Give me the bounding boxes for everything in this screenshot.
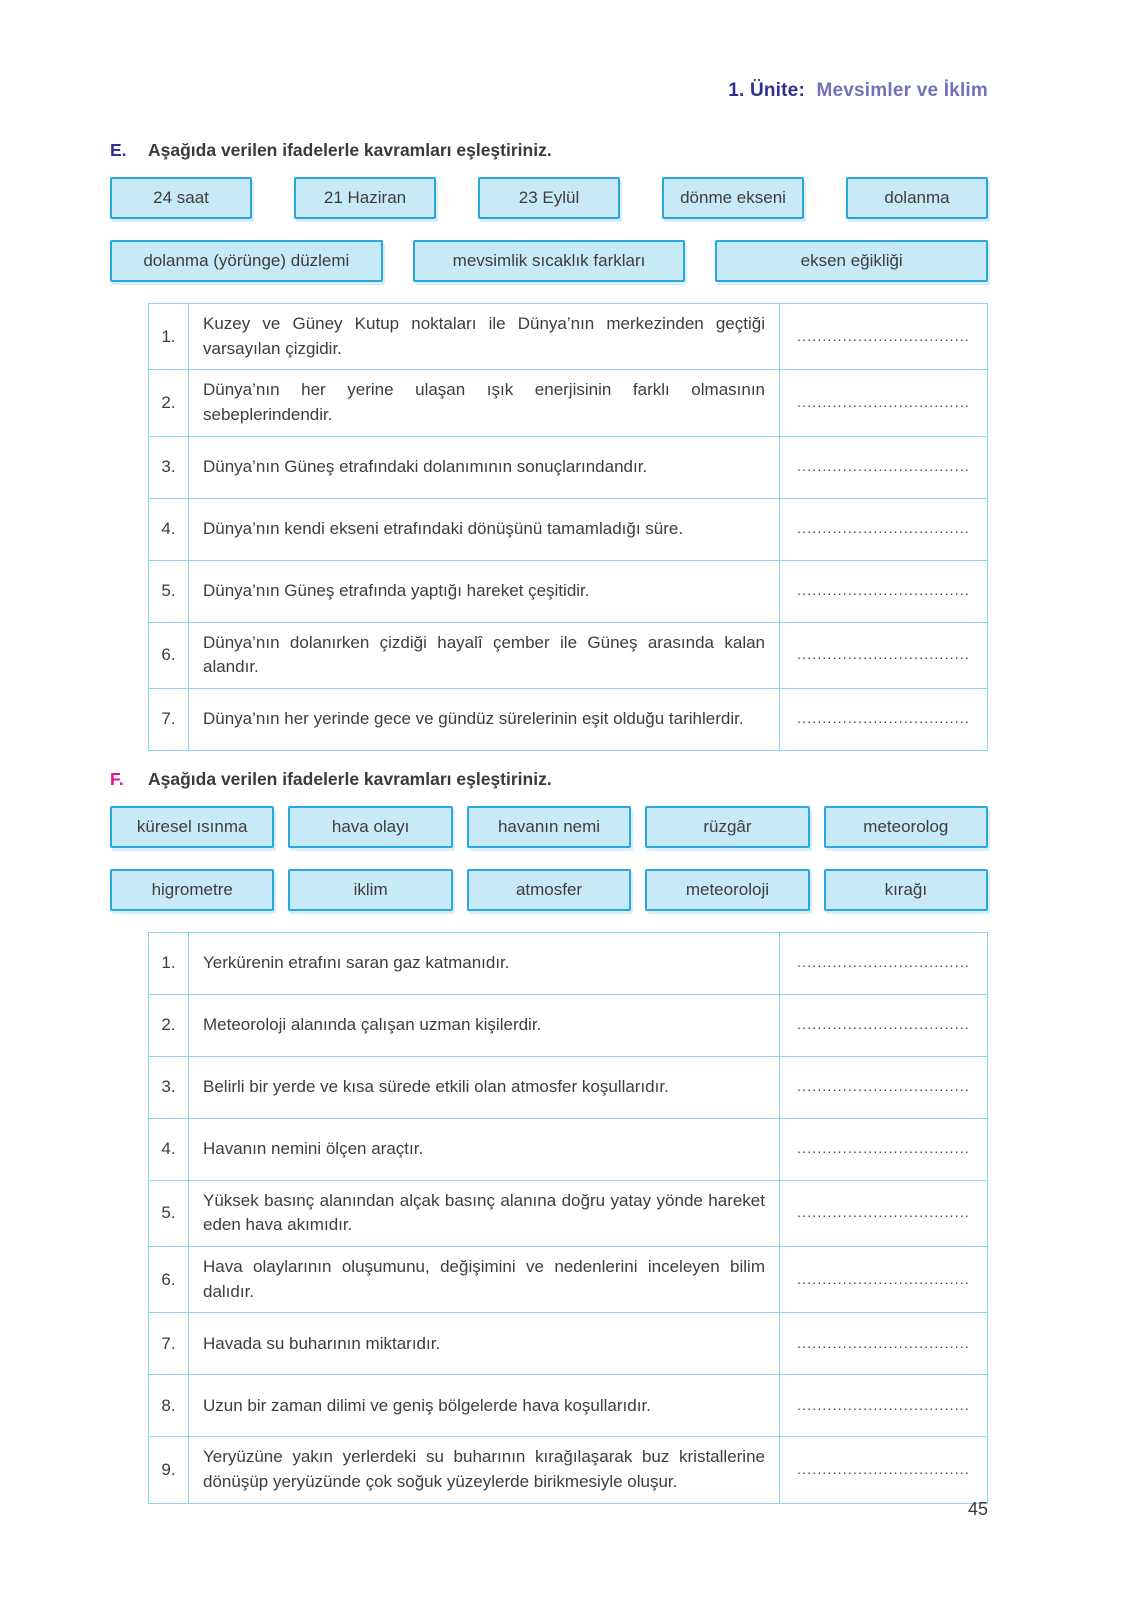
section-e-instruction: Aşağıda verilen ifadelerle kavramları eşleştiriniz. — [148, 140, 552, 160]
row-number: 3. — [149, 436, 189, 498]
answer-dots: .................................. — [796, 1461, 971, 1478]
row-number: 5. — [149, 1180, 189, 1246]
section-f-concepts-row2 — [110, 869, 988, 911]
row-statement: Yerkürenin etrafını saran gaz katmanıdır. — [189, 932, 780, 994]
answer-blank[interactable] — [780, 622, 988, 688]
concept-box[interactable]: mevsimlik sıcaklık farkları — [413, 240, 686, 282]
row-number: 6. — [149, 1247, 189, 1313]
answer-dots: .................................. — [796, 582, 971, 599]
row-number: 2. — [149, 994, 189, 1056]
row-number: 8. — [149, 1375, 189, 1437]
answer-dots: .................................. — [796, 954, 971, 971]
concept-box[interactable]: higrometre — [110, 869, 274, 911]
row-statement: Yüksek basınç alanından alçak basınç alanına doğru yatay yönde hareket eden hava akımıdır. — [189, 1180, 780, 1246]
section-f-letter: F. — [110, 768, 124, 789]
row-statement: Dünya’nın her yerine ulaşan ışık enerjisinin farklı olmasının sebeplerindendir. — [189, 370, 780, 436]
match-row — [149, 1313, 988, 1375]
match-row — [149, 622, 988, 688]
answer-blank[interactable] — [780, 498, 988, 560]
answer-blank[interactable] — [780, 1247, 988, 1313]
answer-blank[interactable] — [780, 932, 988, 994]
answer-dots: .................................. — [796, 1396, 971, 1413]
answer-dots: .................................. — [796, 520, 971, 537]
row-statement: Kuzey ve Güney Kutup noktaları ile Dünya’nın merkezinden geçtiği varsayılan çizgidir. — [189, 304, 780, 370]
row-statement: Dünya’nın dolanırken çizdiği hayalî çember ile Güneş arasında kalan alandır. — [189, 622, 780, 688]
concept-box[interactable]: hava olayı — [288, 806, 452, 848]
match-row — [149, 688, 988, 750]
answer-blank[interactable] — [780, 1056, 988, 1118]
row-number: 6. — [149, 622, 189, 688]
row-statement: Uzun bir zaman dilimi ve geniş bölgelerde hava koşullarıdır. — [189, 1375, 780, 1437]
section-e-letter: E. — [110, 140, 127, 160]
row-number: 5. — [149, 560, 189, 622]
section-e-concepts-row2 — [110, 240, 988, 282]
row-statement: Havanın nemini ölçen araçtır. — [189, 1118, 780, 1180]
concept-box[interactable]: 21 Haziran — [294, 177, 436, 219]
row-statement: Hava olaylarının oluşumunu, değişimini ve nedenlerini inceleyen bilim dalıdır. — [189, 1247, 780, 1313]
section-e-table — [148, 303, 988, 751]
concept-box[interactable]: havanın nemi — [467, 806, 631, 848]
concept-box[interactable]: meteorolog — [824, 806, 988, 848]
concept-box[interactable]: meteoroloji — [645, 869, 809, 911]
concept-box[interactable]: kırağı — [824, 869, 988, 911]
row-statement: Dünya’nın her yerinde gece ve gündüz sürelerinin eşit olduğu tarihlerdir. — [189, 688, 780, 750]
row-number: 3. — [149, 1056, 189, 1118]
answer-dots: .................................. — [796, 710, 971, 727]
row-number: 4. — [149, 498, 189, 560]
answer-dots: .................................. — [796, 646, 971, 663]
row-statement: Belirli bir yerde ve kısa sürede etkili olan atmosfer koşullarıdır. — [189, 1056, 780, 1118]
concept-box[interactable]: 23 Eylül — [478, 177, 620, 219]
row-number: 4. — [149, 1118, 189, 1180]
answer-dots: .................................. — [796, 1270, 971, 1287]
answer-blank[interactable] — [780, 304, 988, 370]
match-row — [149, 1056, 988, 1118]
answer-blank[interactable] — [780, 436, 988, 498]
section-f-table — [148, 932, 988, 1504]
answer-blank[interactable] — [780, 994, 988, 1056]
answer-dots: .................................. — [796, 1140, 971, 1157]
row-statement: Dünya’nın Güneş etrafında yaptığı hareket çeşitidir. — [189, 560, 780, 622]
row-number: 7. — [149, 1313, 189, 1375]
row-statement: Meteoroloji alanında çalışan uzman kişilerdir. — [189, 994, 780, 1056]
answer-dots: .................................. — [796, 1078, 971, 1095]
answer-blank[interactable] — [780, 1118, 988, 1180]
unit-number-label: 1. Ünite: — [728, 80, 805, 101]
match-row — [149, 560, 988, 622]
section-f-concepts-row1 — [110, 806, 988, 848]
answer-dots: .................................. — [796, 1334, 971, 1351]
row-statement: Dünya’nın kendi ekseni etrafındaki dönüşünü tamamladığı süre. — [189, 498, 780, 560]
concept-box[interactable]: eksen eğikliği — [715, 240, 988, 282]
answer-dots: .................................. — [796, 1204, 971, 1221]
answer-dots: .................................. — [796, 1016, 971, 1033]
match-row — [149, 1247, 988, 1313]
row-number: 2. — [149, 370, 189, 436]
concept-box[interactable]: dolanma (yörünge) düzlemi — [110, 240, 383, 282]
answer-blank[interactable] — [780, 560, 988, 622]
match-row — [149, 1180, 988, 1246]
match-row — [149, 498, 988, 560]
unit-header — [728, 80, 988, 102]
row-number: 7. — [149, 688, 189, 750]
concept-box[interactable]: atmosfer — [467, 869, 631, 911]
section-e — [110, 140, 988, 751]
match-row — [149, 932, 988, 994]
section-f — [110, 769, 988, 1504]
match-row — [149, 994, 988, 1056]
row-statement: Yeryüzüne yakın yerlerdeki su buharının kırağılaşarak buz kristallerine dönüşüp yeryüzünde çok soğuk yüzeylerde birikmesiyle oluşur. — [189, 1437, 780, 1503]
section-e-concepts-row1 — [110, 177, 988, 219]
answer-dots: .................................. — [796, 327, 971, 344]
concept-box[interactable]: iklim — [288, 869, 452, 911]
row-number: 1. — [149, 932, 189, 994]
answer-dots: .................................. — [796, 458, 971, 475]
concept-box[interactable]: dolanma — [846, 177, 988, 219]
match-row — [149, 370, 988, 436]
concept-box[interactable]: rüzgâr — [645, 806, 809, 848]
concept-box[interactable]: dönme ekseni — [662, 177, 804, 219]
answer-dots: .................................. — [796, 393, 971, 410]
match-row — [149, 304, 988, 370]
match-row — [149, 1375, 988, 1437]
section-f-instruction: Aşağıda verilen ifadelerle kavramları eşleştiriniz. — [148, 768, 552, 789]
match-row — [149, 436, 988, 498]
match-row — [149, 1437, 988, 1503]
answer-blank[interactable] — [780, 370, 988, 436]
unit-title: Mevsimler ve İklim — [816, 80, 988, 101]
answer-blank[interactable] — [780, 1313, 988, 1375]
answer-blank[interactable] — [780, 1375, 988, 1437]
row-number: 1. — [149, 304, 189, 370]
answer-blank[interactable] — [780, 688, 988, 750]
row-statement: Dünya’nın Güneş etrafındaki dolanımının sonuçlarındandır. — [189, 436, 780, 498]
answer-blank[interactable] — [780, 1180, 988, 1246]
concept-box[interactable]: 24 saat — [110, 177, 252, 219]
concept-box[interactable]: küresel ısınma — [110, 806, 274, 848]
match-row — [149, 1118, 988, 1180]
row-number: 9. — [149, 1437, 189, 1503]
page-number: 45 — [967, 1499, 988, 1519]
row-statement: Havada su buharının miktarıdır. — [189, 1313, 780, 1375]
answer-blank[interactable] — [780, 1437, 988, 1503]
